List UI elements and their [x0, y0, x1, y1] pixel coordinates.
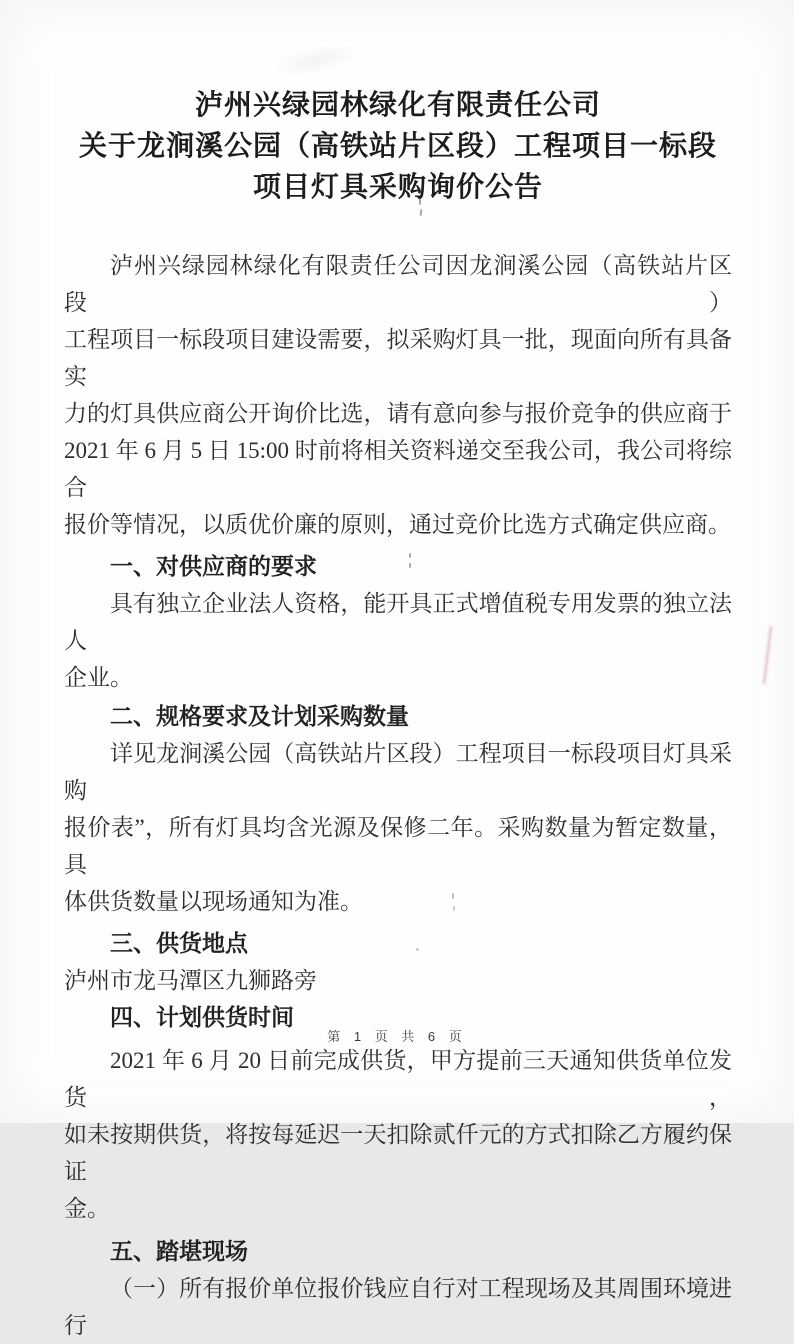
paragraph-line: 泸州市龙马潭区九狮路旁	[64, 968, 317, 993]
section-heading-3: 三、供货地点	[110, 930, 248, 956]
paragraph-line: 详见龙涧溪公园（高铁站片区段）工程项目一标段项目灯具采购	[64, 741, 732, 803]
document-content	[64, 0, 732, 1344]
paragraph-line: 金。	[64, 1196, 110, 1221]
paragraph-line: 2021 年 6 月 20 日前完成供货，甲方提前三天通知供货单位发货，	[64, 1048, 732, 1110]
paragraph-line: 如未按期供货，将按每延迟一天扣除贰仟元的方式扣除乙方履约保证	[64, 1122, 732, 1184]
scan-artifact-red-streak	[762, 626, 772, 684]
document-body	[64, 247, 732, 1344]
section-heading-2: 二、规格要求及计划采购数量	[110, 703, 409, 729]
page-number-footer: 第 1 页 共 6 页	[327, 1029, 467, 1044]
paragraph-line: （一）所有报价单位报价钱应自行对工程现场及其周围环境进行	[64, 1276, 732, 1338]
paragraph-line: 具有独立企业法人资格，能开具正式增值税专用发票的独立法人	[64, 591, 732, 653]
title-line-2: 关于龙涧溪公园（高铁站片区段）工程项目一标段	[78, 130, 717, 161]
paragraph-line: 体供货数量以现场通知为准。	[64, 889, 363, 914]
section-1-paragraph	[64, 585, 732, 696]
section-3-paragraph	[64, 962, 732, 999]
title-line-1: 泸州兴绿园林绿化有限责任公司	[194, 89, 601, 120]
paragraph-line: 工程项目一标段项目建设需要，拟采购灯具一批，现面向所有具备实	[64, 327, 732, 389]
section-4-paragraph	[64, 1042, 732, 1227]
title-line-3: 项目灯具采购询价公告	[252, 171, 543, 202]
section-2-paragraph	[64, 735, 732, 920]
paragraph-line: 企业。	[64, 665, 133, 690]
document-title	[64, 84, 732, 207]
section-5-paragraph	[64, 1270, 732, 1344]
paragraph-line: 力的灯具供应商公开询价比选，请有意向参与报价竞争的供应商于	[64, 401, 732, 426]
intro-paragraph	[64, 247, 732, 543]
paragraph-line: 泸州兴绿园林绿化有限责任公司因龙涧溪公园（高铁站片区段）	[64, 253, 732, 315]
section-heading-4: 四、计划供货时间	[110, 1004, 294, 1030]
paragraph-line: 报价等情况，以质优价廉的原则，通过竞价比选方式确定供应商。	[64, 512, 731, 537]
section-heading-5: 五、踏堪现场	[110, 1238, 248, 1264]
paragraph-line: 2021 年 6 月 5 日 15:00 时前将相关资料递交至我公司，我公司将综合	[64, 438, 732, 500]
paragraph-line: 报价表”，所有灯具均含光源及保修二年。采购数量为暂定数量，具	[64, 815, 732, 877]
section-heading-1: 一、对供应商的要求	[110, 553, 317, 579]
